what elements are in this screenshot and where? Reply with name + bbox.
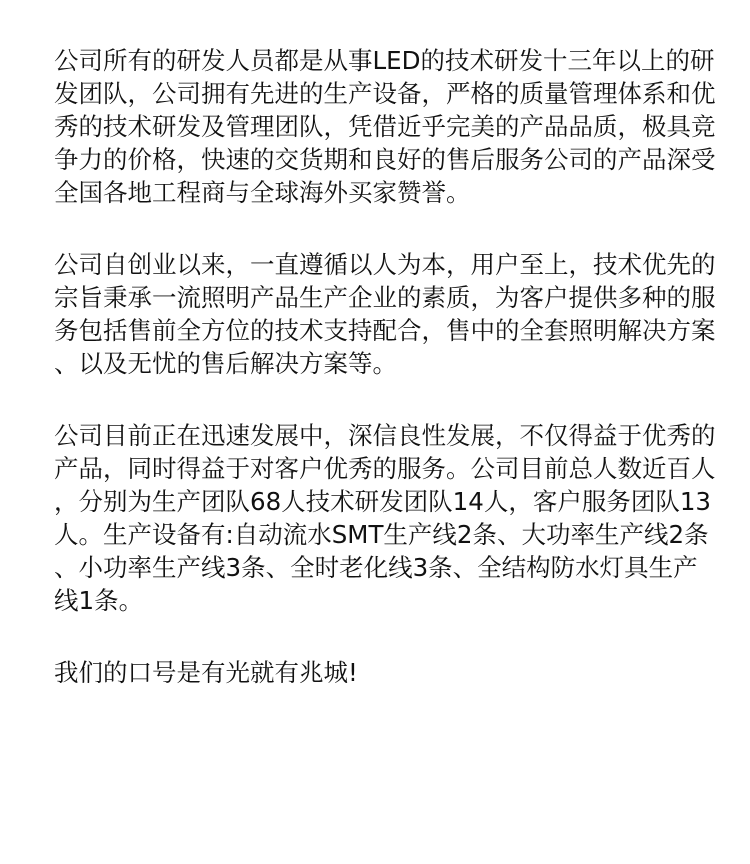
text-line: 线1条。 bbox=[54, 586, 144, 615]
text-line: 宗旨秉承一流照明产品生产企业的素质，为客户提供多种的服 bbox=[54, 283, 716, 312]
text-line: 发团队，公司拥有先进的生产设备，严格的质量管理体系和优 bbox=[54, 79, 716, 108]
text-line: 公司目前正在迅速发展中，深信良性发展，不仅得益于优秀的 bbox=[54, 421, 716, 450]
paragraph-development bbox=[54, 419, 716, 617]
paragraph-rd-team bbox=[54, 44, 716, 209]
text-line: ，分别为生产团队68人技术研发团队14人，客户服务团队13 bbox=[54, 487, 712, 516]
text-line: 全国各地工程商与全球海外买家赞誉。 bbox=[54, 178, 471, 207]
text-line: 务包括售前全方位的技术支持配合，售中的全套照明解决方案 bbox=[54, 316, 716, 345]
paragraph-philosophy bbox=[54, 248, 716, 380]
text-line: 人。生产设备有:自动流水SMT生产线2条、大功率生产线2条 bbox=[54, 520, 709, 549]
text-line: 公司所有的研发人员都是从事LED的技术研发十三年以上的研 bbox=[54, 46, 715, 75]
slogan-line: 我们的口号是有光就有兆城! bbox=[54, 658, 358, 687]
text-line: 秀的技术研发及管理团队，凭借近乎完美的产品品质，极具竞 bbox=[54, 112, 716, 141]
text-line: 争力的价格，快速的交货期和良好的售后服务公司的产品深受 bbox=[54, 145, 716, 174]
text-line: 、以及无忧的售后解决方案等。 bbox=[54, 349, 397, 378]
text-line: 、小功率生产线3条、全时老化线3条、全结构防水灯具生产 bbox=[54, 553, 698, 582]
text-line: 产品，同时得益于对客户优秀的服务。公司目前总人数近百人 bbox=[54, 454, 716, 483]
paragraph-slogan bbox=[54, 656, 706, 689]
text-line: 公司自创业以来，一直遵循以人为本，用户至上，技术优先的 bbox=[54, 250, 716, 279]
